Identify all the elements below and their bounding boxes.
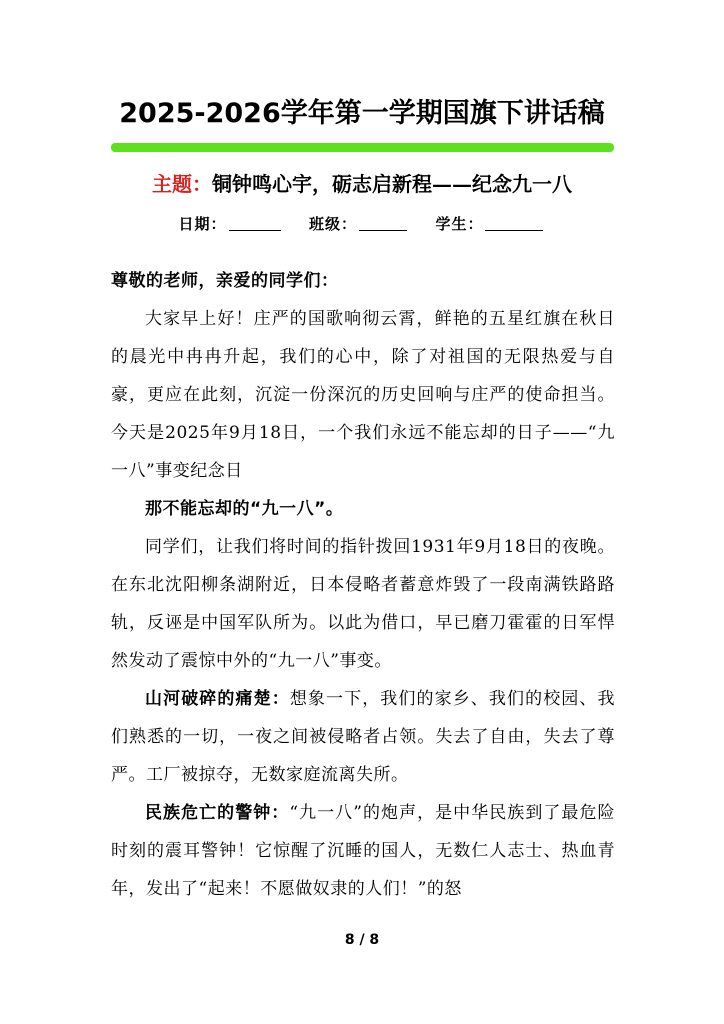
meta-line bbox=[0, 212, 724, 236]
section-heading-3: 民族危亡的警钟： bbox=[145, 803, 290, 823]
section-heading-2: 山河破碎的痛楚： bbox=[145, 689, 290, 709]
student-blank[interactable] bbox=[485, 214, 543, 231]
class-label: 班级： bbox=[308, 215, 357, 233]
paragraph-4-text: “九一八”的炮声，是中华民族到了最危险时刻的震耳警钟！它惊醒了沉睡的国人，无数仁人志士、热血青年，发出了“起来！不愿做奴隶的人们！”的怒 bbox=[111, 803, 615, 899]
document-title: 2025-2026学年第一学期国旗下讲话稿 bbox=[119, 98, 605, 129]
paragraph-3 bbox=[111, 680, 615, 794]
paragraph-3-text: 想象一下，我们的家乡、我们的校园、我们熟悉的一切，一夜之间被侵略者占领。失去了自由，失去了尊严。工厂被掠夺，无数家庭流离失所。 bbox=[111, 689, 616, 785]
theme-label: 主题： bbox=[152, 172, 212, 196]
class-blank[interactable] bbox=[359, 214, 407, 231]
date-label: 日期： bbox=[178, 215, 227, 233]
student-label: 学生： bbox=[435, 215, 484, 233]
paragraph-2: 同学们，让我们将时间的指针拨回1931年9月18日的夜晚。在东北沈阳柳条湖附近，日本侵略者蓄意炸毁了一段南满铁路路轨，反诬是中国军队所为。以此为借口，早已磨刀霍霍的日军悍然发动了震惊中外的“九一八”事变。 bbox=[111, 537, 615, 671]
paragraph-4 bbox=[111, 794, 615, 908]
section-heading-1: 那不能忘却的“九一八”。 bbox=[145, 499, 344, 519]
title-underline-bar bbox=[111, 143, 614, 152]
greeting: 尊敬的老师，亲爱的同学们： bbox=[111, 271, 339, 291]
date-blank[interactable] bbox=[229, 214, 281, 231]
theme-line bbox=[0, 170, 724, 198]
paragraph-1: 大家早上好！庄严的国歌响彻云霄，鲜艳的五星红旗在秋日的晨光中冉冉升起，我们的心中，除了对祖国的无限热爱与自豪，更应在此刻，沉淀一份深沉的历史回响与庄严的使命担当。今天是2025年9月18日，一个我们永远不能忘却的日子——“九一八”事变纪念日 bbox=[111, 309, 615, 481]
page-number: 8 / 8 bbox=[344, 932, 380, 948]
speech-body bbox=[111, 262, 615, 908]
theme-text: 铜钟鸣心宇，砺志启新程——纪念九一八 bbox=[212, 172, 572, 196]
